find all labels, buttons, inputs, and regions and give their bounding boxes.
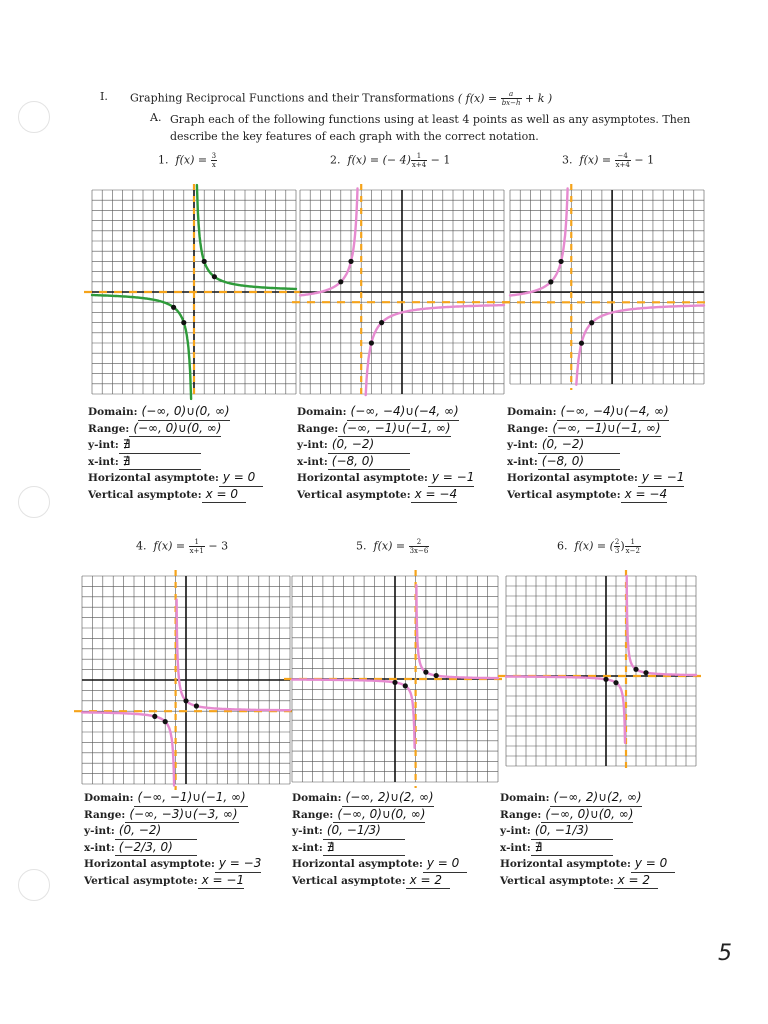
function-curve [627, 576, 696, 675]
function-curve [510, 189, 568, 296]
vasym-answer: x = 0 [202, 487, 246, 504]
function-curve [292, 680, 415, 748]
plotted-point [183, 698, 188, 703]
punch-hole [18, 869, 50, 901]
hasym-answer: y = 0 [631, 856, 675, 873]
function-curve [576, 306, 704, 385]
key-features-1: Domain: (−∞, 0)∪(0, ∞) Range: (−∞, 0)∪(0, ∞) y-int: ∄ x-int: ∄ Horizontal asymptote: y = 0 Vertical asymptote: x = 0 [88, 404, 263, 503]
plotted-point [603, 677, 608, 682]
range-answer: (−∞, 0)∪(0, ∞) [333, 807, 425, 824]
yint-answer: (0, −1/3) [323, 823, 405, 840]
plotted-point [338, 279, 343, 284]
xint-answer: (−2/3, 0) [115, 840, 197, 857]
plotted-point [369, 340, 374, 345]
function-curve [366, 305, 504, 395]
problem-title: 6. f(x) = ( $\frac{2}{3}$ ) $\frac{1}{x-2}$ [557, 538, 640, 555]
plotted-point [613, 680, 618, 685]
graph-3 [510, 190, 704, 394]
plotted-point [589, 320, 594, 325]
domain-answer: (−∞, 2)∪(2, ∞) [342, 790, 434, 807]
plotted-point [434, 673, 439, 678]
plotted-point [194, 703, 199, 708]
function-curve [506, 677, 625, 743]
instructions [170, 111, 690, 145]
graph-4 [82, 576, 290, 788]
plotted-point [171, 305, 176, 310]
xint-answer: (−8, 0) [538, 454, 620, 471]
title-text: Graphing Reciprocal Functions and their Transformations [130, 91, 455, 105]
hasym-answer: y = 0 [423, 856, 467, 873]
function-curve [197, 185, 296, 289]
instructions-line: Graph each of the following functions using at least 4 points as well as any asymptotes. Then [170, 113, 691, 126]
range-answer: (−∞, −3)∪(−3, ∞) [125, 807, 239, 824]
problem-title: 2. f(x) = (− 4) $\frac{1}{x+4}$ − 1 [330, 152, 451, 169]
range-answer: (−∞, 0)∪(0, ∞) [129, 421, 221, 438]
graph-5 [292, 576, 498, 788]
vasym-answer: x = 2 [614, 873, 658, 890]
key-features-2: Domain: (−∞, −4)∪(−4, ∞) Range: (−∞, −1)∪(−1, ∞) y-int: (0, −2) x-int: (−8, 0) Horizontal asymptote: y = −1 Vertical asymptote: x = −4 [297, 404, 474, 503]
key-features-3: Domain: (−∞, −4)∪(−4, ∞) Range: (−∞, −1)∪(−1, ∞) y-int: (0, −2) x-int: (−8, 0) Horizontal asymptote: y = −1 Vertical asymptote: x = −4 [507, 404, 684, 503]
hasym-answer: y = 0 [219, 470, 263, 487]
punch-hole [18, 101, 50, 133]
domain-answer: (−∞, −4)∪(−4, ∞) [347, 404, 459, 421]
plotted-point [152, 714, 157, 719]
grid [510, 190, 704, 384]
key-features-6: Domain: (−∞, 2)∪(2, ∞) Range: (−∞, 0)∪(0, ∞) y-int: (0, −1/3) x-int: ∄ Horizontal asymptote: y = 0 Vertical asymptote: x = 2 [500, 790, 675, 889]
xint-answer: ∄ [119, 454, 201, 471]
plotted-point [181, 320, 186, 325]
problem-title: 4. f(x) = $\frac{1}{x+1}$ − 3 [136, 538, 229, 555]
vasym-answer: x = −1 [198, 873, 244, 890]
function-curve [300, 189, 358, 296]
domain-answer: (−∞, −4)∪(−4, ∞) [557, 404, 669, 421]
page-number: 5 [718, 941, 732, 966]
problem-title: 5. f(x) = $\frac{2}{3x-6}$ [356, 538, 429, 555]
plotted-point [202, 259, 207, 264]
yint-answer: (0, −2) [538, 437, 620, 454]
range-answer: (−∞, 0)∪(0, ∞) [541, 807, 633, 824]
plotted-point [348, 259, 353, 264]
punch-hole [18, 486, 50, 518]
vasym-answer: x = 2 [406, 873, 450, 890]
function-curve [92, 295, 191, 399]
range-answer: (−∞, −1)∪(−1, ∞) [338, 421, 450, 438]
graph-1 [92, 190, 296, 394]
plotted-point [163, 719, 168, 724]
hasym-answer: y = −1 [428, 470, 474, 487]
domain-answer: (−∞, 0)∪(0, ∞) [138, 404, 230, 421]
plotted-point [423, 670, 428, 675]
general-formula: ( f(x) = $\frac{a}{bx-h}$ + k ) [457, 90, 553, 107]
function-curve [177, 600, 290, 711]
plotted-point [579, 341, 584, 346]
plotted-point [643, 670, 648, 675]
graph-6 [506, 576, 696, 788]
plotted-point [633, 667, 638, 672]
part-label: A. [150, 111, 162, 124]
yint-answer: (0, −2) [115, 823, 197, 840]
xint-answer: ∄ [531, 840, 613, 857]
instructions-line: describe the key features of each graph with the correct notation. [170, 130, 539, 143]
plotted-point [403, 683, 408, 688]
plotted-point [212, 274, 217, 279]
hasym-answer: y = −3 [215, 856, 261, 873]
plotted-point [548, 279, 553, 284]
domain-answer: (−∞, 2)∪(2, ∞) [550, 790, 642, 807]
problem-title: 3. f(x) = $\frac{-4}{x+4}$ − 1 [562, 152, 655, 169]
vasym-answer: x = −4 [621, 487, 667, 504]
section-number: I. [100, 90, 108, 103]
yint-answer: (0, −1/3) [531, 823, 613, 840]
plotted-point [392, 680, 397, 685]
domain-answer: (−∞, −1)∪(−1, ∞) [134, 790, 248, 807]
function-curve [82, 712, 174, 785]
range-answer: (−∞, −1)∪(−1, ∞) [548, 421, 660, 438]
vasym-answer: x = −4 [411, 487, 457, 504]
key-features-5: Domain: (−∞, 2)∪(2, ∞) Range: (−∞, 0)∪(0, ∞) y-int: (0, −1/3) x-int: ∄ Horizontal asymptote: y = 0 Vertical asymptote: x = 2 [292, 790, 467, 889]
yint-answer: (0, −2) [328, 437, 410, 454]
hasym-answer: y = −1 [638, 470, 684, 487]
yint-answer: ∄ [119, 437, 201, 454]
xint-answer: (−8, 0) [328, 454, 410, 471]
xint-answer: ∄ [323, 840, 405, 857]
key-features-4: Domain: (−∞, −1)∪(−1, ∞) Range: (−∞, −3)∪(−3, ∞) y-int: (0, −2) x-int: (−2/3, 0) Horizontal asymptote: y = −3 Vertical asymptote: x = −1 [84, 790, 261, 889]
plotted-point [379, 320, 384, 325]
section-title [130, 90, 552, 107]
plotted-point [558, 259, 563, 264]
problem-title: 1. f(x) = $\frac{3}{x}$ [158, 152, 217, 169]
graph-2 [300, 190, 504, 394]
function-curve [416, 585, 498, 678]
grid [506, 576, 696, 766]
